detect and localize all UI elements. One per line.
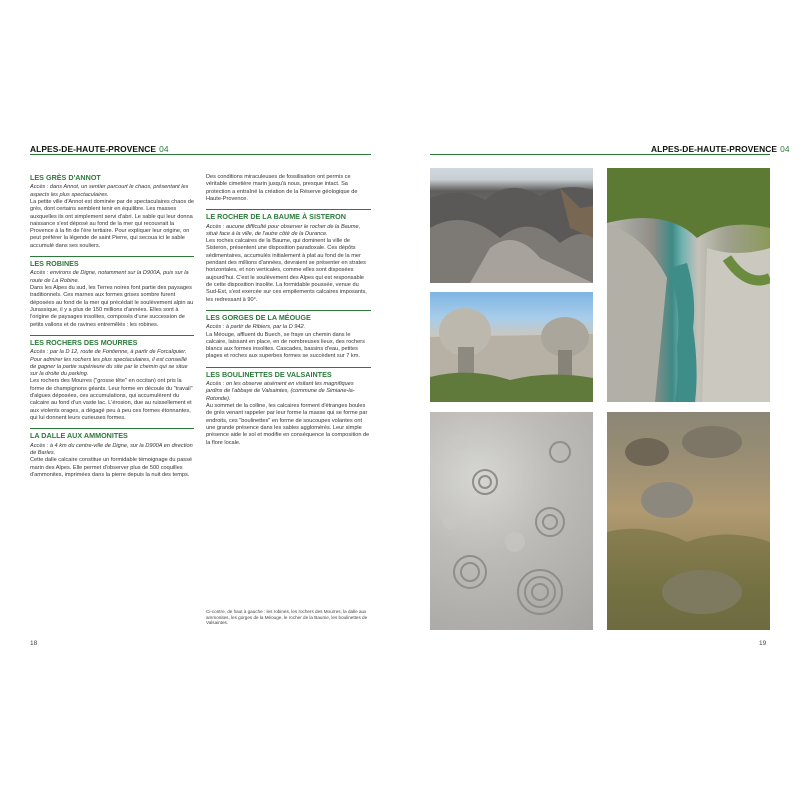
gorges-illustration: [607, 168, 770, 402]
section-access: Accès : par la D 12, route de Fontienne, à partir de Forcalquier. Pour admirer les rochers les plus spectaculaires, il est conseillé de gagner la partie supérieure du site par le chemin qui se situe sur la droite du parking.: [30, 349, 188, 378]
mourres-illustration: [430, 292, 593, 402]
section-text: Au sommet de la colline, les calcaires forment d'étranges boules de grès venant rappeler par leur forme la masse qui se forme par endroits, ces "boulinettes" en forme de soucoupes volantes ont une grande présence dans les sables agglomérés. Leur simple présence aide le sol et modifie en conséquence la composition de la flore locale.: [206, 403, 370, 446]
left-header-title: ALPES-DE-HAUTE-PROVENCE: [30, 144, 157, 154]
section-title: LES ROBINES: [30, 256, 194, 268]
gorges-meouge-photo: [607, 168, 770, 402]
section-robines: [30, 256, 194, 329]
right-header-title: ALPES-DE-HAUTE-PROVENCE: [651, 144, 778, 154]
section-title: LA DALLE AUX AMMONITES: [30, 428, 194, 440]
section-rochers-mourres: [30, 335, 194, 422]
section-access: Accès : environs de Digne, notamment sur la D900A, puis sur la route de La Robine.: [30, 270, 189, 284]
section-title: LES ROCHERS DES MOURRES: [30, 335, 194, 347]
section-text: Les roches calcaires de la Baume, qui dominent la ville de Sisteron, présentent une disposition paradoxale. Ces dépôts sédimentaires, accumulés initialement à plat au fond de la mer pendant des millions d'années, devraient se présenter en strates horizontales, et non verticales, comme elles sont disposées aujourd'hui. C'est le soulèvement des Alpes qui est responsable de cette disposition insolite. La formidable poussée, venue du Sud-Est, s'est exercée sur ces empilements calcaires imposants, les redressant à 90°.: [206, 238, 367, 303]
section-title: LES BOULINETTES DE VALSAINTES: [206, 367, 371, 379]
photo-caption: Ci-contre, de haut à gauche : les robines, les rochers des Mourres, la dalle aux ammonites, les gorges de la Méouge, le rocher de la Baume, les boulinettes de Valsaintes.: [206, 609, 368, 626]
section-gorges-meouge: [206, 310, 371, 361]
robines-illustration: [430, 168, 593, 283]
section-text: Des conditions miraculeuses de fossilisation ont permis ce véritable cimetière marin jusqu'à nous, presque intact. Sa protection a entraîné la création de la Réserve géologique de Haute-Provence.: [206, 174, 358, 202]
section-text: Les rochers des Mourres ("grosse tête" en occitan) ont pris la forme de champignons géants. Leur forme en découle du "travail" d'algues déposées, ces accumulations, qui accumulèrent du calcaire au fond d'un vaste lac. L'érosion, due au ruissellement et aux violents orages, a dégagé peu à peu ces formes étonnantes, qui lui donnent leurs curieuses formes.: [30, 378, 193, 421]
dalle-ammonites-photo: [430, 412, 593, 630]
left-header-rule: [30, 154, 371, 155]
section-access: Accès : on les observe aisément en visitant les magnifiques jardins de l'abbaye de Valsaintes, (commune de Simiane-la-Rotonde).: [206, 381, 355, 402]
right-page-number: 19: [759, 640, 767, 647]
section-access: Accès : à partir de Ribiers, par la D 942.: [206, 324, 306, 331]
right-header-rule: [430, 154, 770, 155]
section-dalle-ammonites: [30, 428, 194, 479]
left-header-number: 04: [159, 144, 169, 154]
right-header-number: 04: [780, 144, 790, 154]
section-text: La Méouge, affluent du Buech, se fraye un chemin dans le calcaire, laissant en place, en de nombreuses lieux, des rochers blancs aux formes insolites. Cascades, bassins d'eau, petites plages et roches aux superbes formes se succèdent sur 7 km.: [206, 331, 365, 360]
section-boulinettes: [206, 367, 371, 447]
section-rocher-baume: [206, 209, 371, 304]
left-page-header: [30, 144, 169, 154]
robines-photo: [430, 168, 593, 283]
section-text: La petite ville d'Annot est dominée par de spectaculaires chaos de grès, dont certains semblent tenir en équilibre. Les masses auxquelles ils ont simplement servi d'abri. Le sable qui leur donna naissance s'est déposé au fond de la mer qui recouvrait la Provence à la fin de l'ère tertiaire. Pour expliquer leur origine, on peut préférer la légende de saint Pierre, qui secoua ici le sable accumulé dans ses souliers.: [30, 199, 195, 249]
boulinettes-photo: [607, 412, 770, 630]
section-access: Accès : dans Annot, un sentier parcourt le chaos, présentant les aspects les plus spectaculaires.: [30, 184, 189, 198]
boulinettes-illustration: [607, 412, 770, 630]
section-gres-annot: [30, 174, 194, 250]
text-column-2: [206, 174, 371, 453]
section-access: Accès : à 4 km du centre-ville de Digne, sur la D900A en direction de Barles.: [30, 442, 193, 456]
section-access: Accès : aucune difficulté pour observer le rocher de la Baume, situé face à la ville, de l'autre côté de la Durance.: [206, 223, 361, 237]
section-title: LES GRÈS D'ANNOT: [30, 173, 101, 182]
section-title: LES GORGES DE LA MÉOUGE: [206, 310, 371, 322]
text-column-1: [30, 174, 194, 485]
rochers-mourres-photo: [430, 292, 593, 402]
ammonites-illustration: [430, 412, 593, 630]
section-title: LE ROCHER DE LA BAUME À SISTERON: [206, 209, 371, 221]
left-page-number: 18: [30, 640, 38, 647]
section-text: Cette dalle calcaire constitue un formidable témoignage du passé marin des Alpes. Elle permet d'observer plus de 500 coquilles d'ammonites, imprimées dans la pierre depuis la nuit des temps.: [30, 457, 193, 478]
right-page-header: [651, 144, 790, 154]
section-continuation: [206, 174, 371, 203]
section-text: Dans les Alpes du sud, les Terres noires font partie des paysages traditionnels. Ces marnes aux formes grises sombre furent déposées au fond de la mer qui précédait le soulèvement alpin au Jurassique, il y a plus de 150 millions d'années. Elles sont à l'origine de paysages insolites, composés d'une succession de petits vallons et de ravines entremêlés : les robines.: [30, 285, 194, 328]
